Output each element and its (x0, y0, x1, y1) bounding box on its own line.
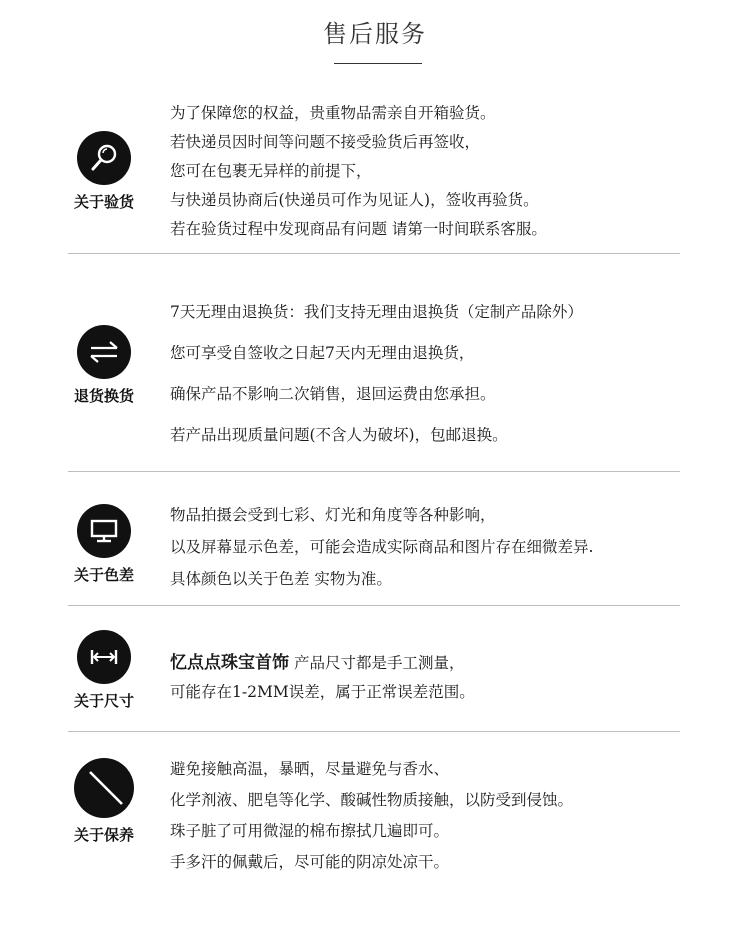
color-text (170, 503, 710, 599)
inspection-badge (68, 131, 140, 212)
inspection-label: 关于验货 (73, 193, 134, 211)
section-divider (68, 605, 680, 606)
size-badge (68, 630, 140, 711)
text-line: 手多汗的佩戴后，尽可能的阴凉处凉干。 (170, 853, 450, 871)
text-line: 若在验货过程中发现商品有问题 请第一时间联系客服。 (170, 220, 547, 238)
text-line: 化学剂液、肥皂等化学、酸碱性物质接触，以防受到侵蚀。 (170, 791, 574, 809)
returns-label: 退货换货 (73, 387, 134, 405)
text-line: 7天无理由退换货：我们支持无理由退换货（定制产品除外） (170, 303, 583, 321)
page-title: 售后服务 (323, 20, 427, 48)
text-line: 您可享受自签收之日起7天内无理由退换货， (170, 344, 475, 362)
text-line: 确保产品不影响二次销售，退回运费由您承担。 (170, 385, 496, 403)
color-label: 关于色差 (73, 566, 134, 584)
text-line: 为了保障您的权益，贵重物品需亲自开箱验货。 (170, 104, 496, 122)
text-line: 产品尺寸都是手工测量， (293, 654, 465, 672)
text-line: 与快递员协商后(快递员可作为见证人)，签收再验货。 (170, 191, 539, 209)
text-line: 物品拍摄会受到七彩、灯光和角度等各种影响， (170, 506, 496, 524)
returns-text (170, 300, 710, 464)
text-line: 若产品出现质量问题(不含人为破坏)，包邮退换。 (170, 426, 508, 444)
text-line: 以及屏幕显示色差，可能会造成实际商品和图片存在细微差异. (170, 538, 594, 556)
exchange-arrows-icon (77, 325, 131, 379)
width-measure-icon (77, 630, 131, 684)
text-line: 具体颜色以关于色差 实物为准。 (170, 570, 392, 588)
care-badge (68, 758, 140, 845)
inspection-text (170, 101, 710, 246)
monitor-icon (77, 504, 131, 558)
text-line: 您可在包裹无异样的前提下， (170, 162, 372, 180)
section-divider (68, 253, 680, 254)
care-text (170, 757, 710, 881)
magnifier-icon (77, 131, 131, 185)
text-line: 避免接触高温，暴晒，尽量避免与香水、 (170, 760, 450, 778)
care-label: 关于保养 (73, 826, 134, 844)
no-sign-icon (74, 758, 134, 818)
color-badge (68, 504, 140, 585)
size-text (170, 648, 710, 712)
brand-name: 忆点点珠宝首饰 (170, 653, 289, 673)
text-line: 珠子脏了可用微湿的棉布擦拭几遍即可。 (170, 822, 450, 840)
title-underline (334, 63, 422, 64)
text-line: 若快递员因时间等问题不接受验货后再签收， (170, 133, 481, 151)
size-label: 关于尺寸 (73, 692, 134, 710)
text-line: 可能存在1-2MM误差，属于正常误差范围。 (170, 683, 475, 701)
section-divider (68, 731, 680, 732)
text-line-with-brand (170, 648, 710, 680)
returns-badge (68, 325, 140, 406)
section-divider (68, 471, 680, 472)
